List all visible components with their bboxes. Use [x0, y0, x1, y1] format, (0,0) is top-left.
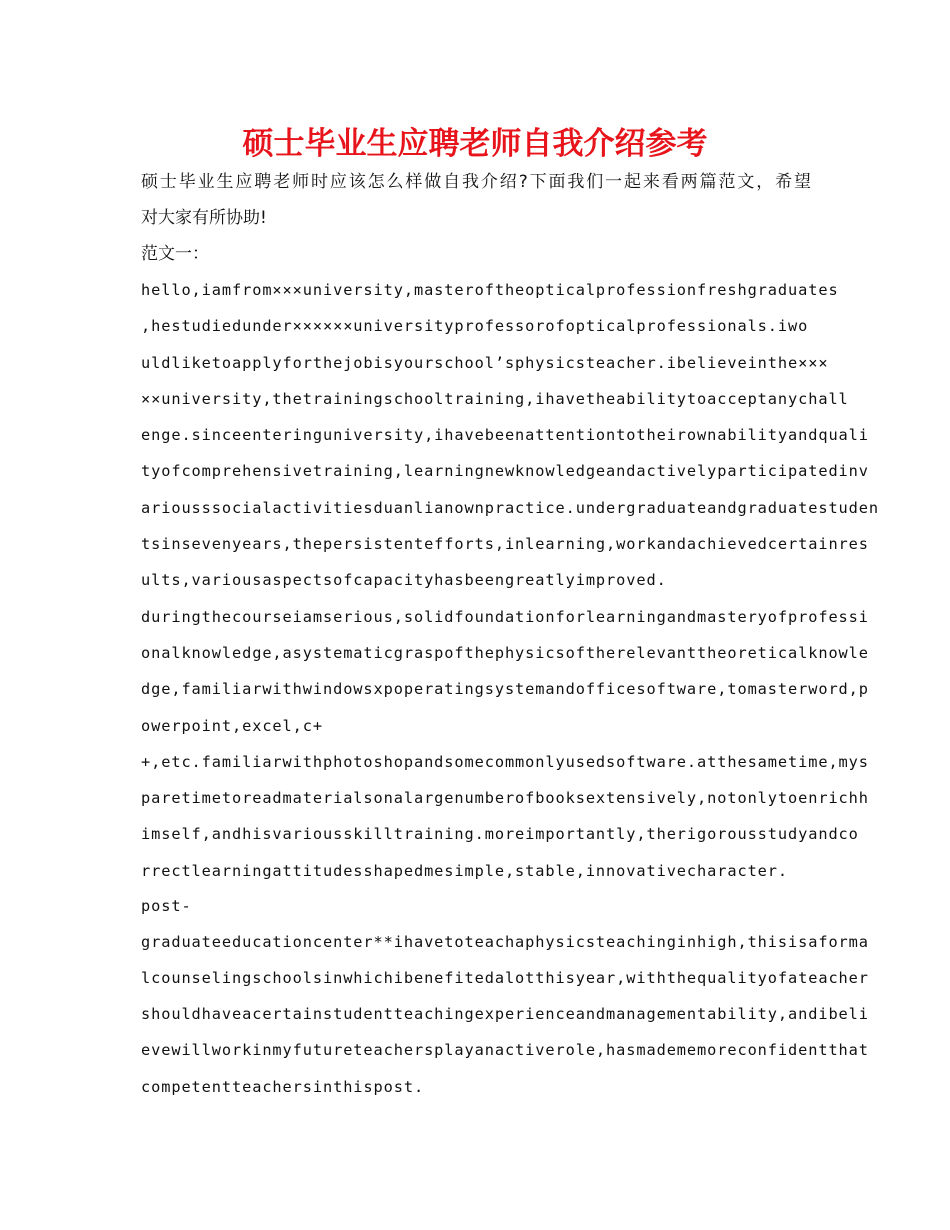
body-line: onalknowledge,asystematicgraspofthephysicsoftherelevanttheoreticalknowle: [141, 643, 869, 662]
body-line: ults,variousaspectsofcapacityhasbeengreatlyimproved.: [141, 571, 667, 590]
body-line: uldliketoapplyforthejobisyourschool’sphysicsteacher.ibelieveinthe×××: [141, 353, 829, 372]
body-line: hello,iamfrom×××university,masteroftheopticalprofessionfreshgraduates: [141, 281, 839, 299]
intro-line-1: 硕士毕业生应聘老师时应该怎么样做自我介绍?下面我们一起来看两篇范文，希望: [141, 172, 811, 192]
body-line: evewillworkinmyfutureteachersplayanactiverole,hasmadememoreconfidentthat: [141, 1041, 869, 1060]
body-line: ariousssocialactivitiesduanlianownpractice.undergraduateandgraduatestuden: [141, 498, 879, 517]
body-line: tyofcomprehensivetraining,learningnewknowledgeandactivelyparticipatedinv: [141, 462, 869, 481]
body-line: duringthecourseiamserious,solidfoundationforlearningandmasteryofprofessi: [141, 607, 869, 626]
section-label: 范文一：: [141, 244, 209, 264]
body-line: tsinsevenyears,thepersistentefforts,inlearning,workandachievedcertainres: [141, 535, 869, 554]
body-line: dge,familiarwithwindowsxpoperatingsystemandofficesoftware,tomasterword,p: [141, 680, 869, 699]
body-line: competentteachersinthispost.: [141, 1077, 425, 1096]
body-line: imself,andhisvariousskilltraining.moreimportantly,therigorousstudyandco: [141, 825, 859, 844]
body-line: ,hestudiedunder××××××universityprofessorofopticalprofessionals.iwo: [141, 317, 809, 336]
body-line: ××university,thetrainingschooltraining,ihavetheabilitytoacceptanychall: [141, 389, 849, 408]
body-line: owerpoint,excel,c+: [141, 716, 323, 735]
intro-line-2: 对大家有所协助!: [141, 208, 267, 228]
body-line: +,etc.familiarwithphotoshopandsomecommonlyusedsoftware.atthesametime,mys: [141, 752, 869, 771]
body-line: lcounselingschoolsinwhichibenefitedalotthisyear,withthequalityofateacher: [141, 968, 869, 987]
body-line: enge.sinceenteringuniversity,ihavebeenattentiontotheirownabilityandquali: [141, 426, 869, 445]
body-line: graduateeducationcenter**ihavetoteachaphysicsteachinginhigh,thisisaforma: [141, 932, 869, 951]
body-line: post-: [141, 897, 192, 916]
body-line: shouldhaveacertainstudentteachingexperienceandmanagementability,andibeli: [141, 1005, 869, 1024]
body-line: rrectlearningattitudesshapedmesimple,stable,innovativecharacter.: [141, 861, 789, 880]
document-body: [141, 164, 879, 1105]
body-line: paretimetoreadmaterialsonalargenumberofbooksextensively,notonlytoenrichh: [141, 789, 869, 808]
page-title: 硕士毕业生应聘老师自我介绍参考: [242, 126, 708, 162]
